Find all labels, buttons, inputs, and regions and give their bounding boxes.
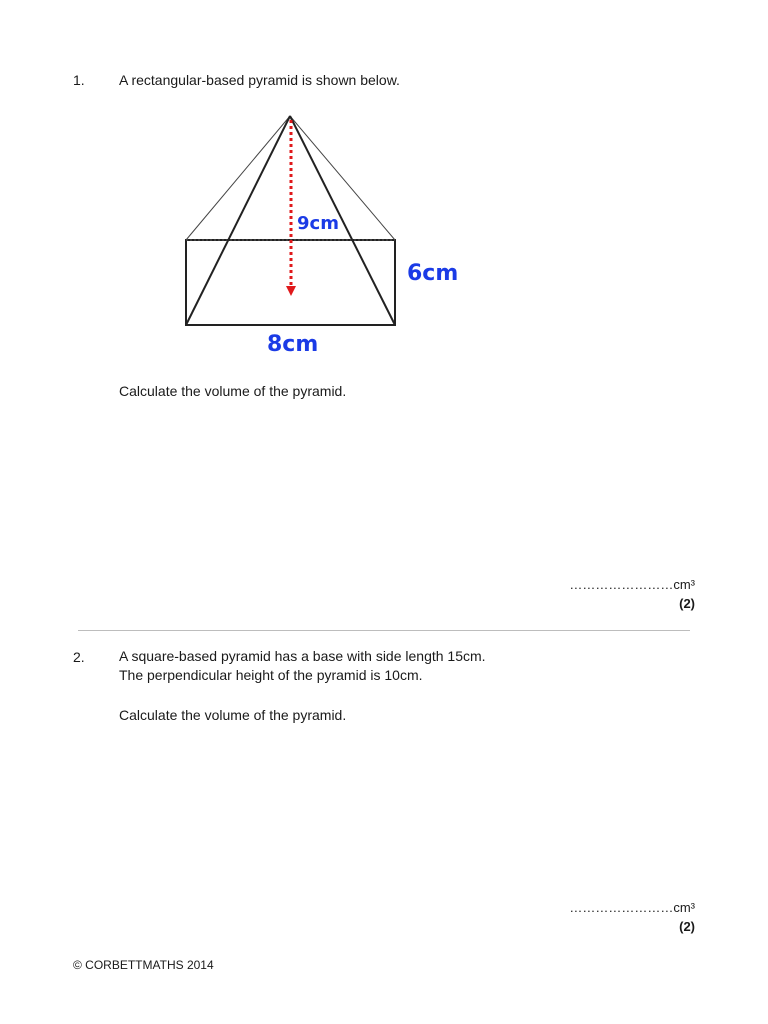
question-2-number: 2.	[73, 649, 85, 665]
answer-dots: ……………………	[569, 900, 674, 915]
footer-copyright: © CORBETTMATHS 2014	[73, 958, 214, 972]
pyramid-diagram	[0, 0, 768, 400]
question-2-text-line-1: A square-based pyramid has a base with side length 15cm.	[119, 648, 486, 664]
height-label: 9cm	[297, 213, 339, 234]
pyramid-height-arrowhead	[286, 286, 296, 296]
question-divider	[78, 630, 690, 631]
question-1-instruction: Calculate the volume of the pyramid.	[119, 383, 347, 399]
question-2-answer-line[interactable]	[569, 900, 695, 915]
question-1-answer-line[interactable]	[569, 577, 695, 592]
question-2-instruction: Calculate the volume of the pyramid.	[119, 707, 347, 723]
pyramid-edge-front-left	[186, 116, 290, 325]
width-label: 8cm	[267, 332, 319, 357]
answer-dots: ……………………	[569, 577, 674, 592]
question-1-text: A rectangular-based pyramid is shown below.	[119, 72, 400, 88]
answer-unit: cm³	[673, 577, 695, 592]
depth-label: 6cm	[407, 261, 459, 286]
question-1-number: 1.	[73, 72, 85, 88]
question-2-marks: (2)	[679, 919, 695, 934]
question-1-marks: (2)	[679, 596, 695, 611]
question-2-text-line-2: The perpendicular height of the pyramid is 10cm.	[119, 667, 423, 683]
answer-unit: cm³	[673, 900, 695, 915]
